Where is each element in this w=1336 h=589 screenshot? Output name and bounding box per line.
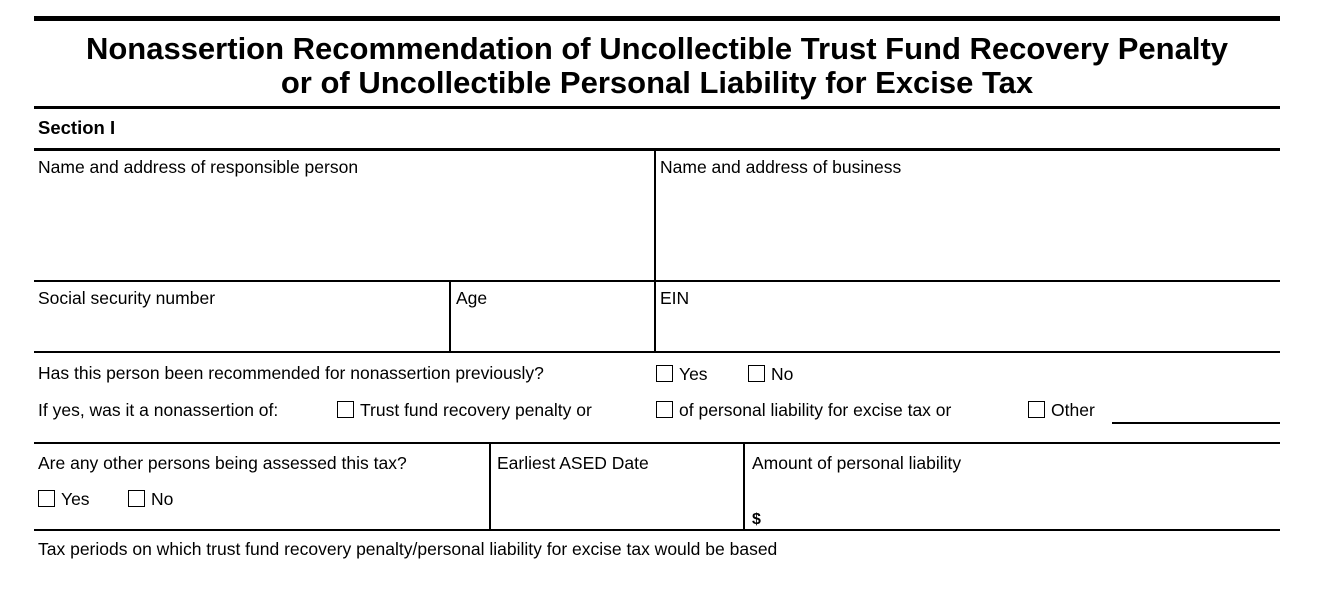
other-no-label: No [151, 489, 174, 509]
other-no-checkbox[interactable] [128, 490, 145, 507]
other-specify-line[interactable] [1112, 422, 1280, 424]
previous-no-label: No [771, 364, 794, 384]
previous-no-option[interactable] [748, 364, 793, 384]
type-other-checkbox[interactable] [1028, 401, 1045, 418]
type-trust-fund-checkbox[interactable] [337, 401, 354, 418]
previous-yes-option[interactable] [656, 364, 708, 384]
responsible-person-label: Name and address of responsible person [38, 157, 359, 177]
age-label: Age [456, 288, 488, 308]
divider-vertical-row1 [654, 151, 656, 281]
responsible-person-field[interactable] [34, 180, 654, 278]
row1-rule [34, 280, 1280, 282]
type-other-label: Other [1051, 400, 1095, 420]
other-no-option[interactable] [128, 489, 173, 509]
divider-vertical-ased-amount [743, 444, 745, 530]
other-persons-label: Are any other persons being assessed this tax? [38, 453, 407, 473]
liability-amount-field[interactable] [768, 476, 1280, 528]
age-field[interactable] [451, 310, 654, 350]
other-yes-option[interactable] [38, 489, 90, 509]
tax-periods-label: Tax periods on which trust fund recovery penalty/personal liability for excise tax would be based [38, 539, 778, 559]
liability-amount-label: Amount of personal liability [752, 453, 962, 473]
other-yes-label: Yes [61, 489, 90, 509]
tax-periods-field[interactable] [34, 562, 1280, 588]
title-rule [34, 106, 1280, 109]
ssn-field[interactable] [34, 310, 448, 350]
previous-yes-checkbox[interactable] [656, 365, 673, 382]
ein-field[interactable] [657, 310, 1280, 350]
amount-row-rule [34, 529, 1280, 531]
type-row-rule [34, 442, 1280, 444]
type-trust-fund-label: Trust fund recovery penalty or [360, 400, 592, 420]
type-excise-checkbox[interactable] [656, 401, 673, 418]
previous-no-checkbox[interactable] [748, 365, 765, 382]
type-other-option[interactable] [1028, 400, 1095, 420]
business-field[interactable] [657, 180, 1280, 278]
divider-vertical-age-ein [654, 282, 656, 352]
type-question-label: If yes, was it a nonassertion of: [38, 400, 279, 420]
dollar-sign: $ [752, 511, 761, 528]
top-rule [34, 16, 1280, 21]
business-label: Name and address of business [660, 157, 902, 177]
ssn-label: Social security number [38, 288, 216, 308]
row2-rule [34, 351, 1280, 353]
type-excise-label: of personal liability for excise tax or [679, 400, 952, 420]
ein-label: EIN [660, 288, 690, 308]
ased-date-field[interactable] [491, 476, 743, 528]
previous-question-label: Has this person been recommended for nonassertion previously? [38, 363, 544, 383]
section-label: Section I [38, 117, 116, 138]
form-title-line1: Nonassertion Recommendation of Uncollectible Trust Fund Recovery Penalty [85, 31, 1229, 66]
section-rule [34, 148, 1280, 151]
ased-date-label: Earliest ASED Date [497, 453, 649, 473]
form-title-line2: or of Uncollectible Personal Liability for Excise Tax [280, 65, 1034, 100]
type-trust-fund-option[interactable] [337, 400, 592, 420]
other-yes-checkbox[interactable] [38, 490, 55, 507]
type-excise-option[interactable] [656, 400, 951, 420]
previous-yes-label: Yes [679, 364, 708, 384]
